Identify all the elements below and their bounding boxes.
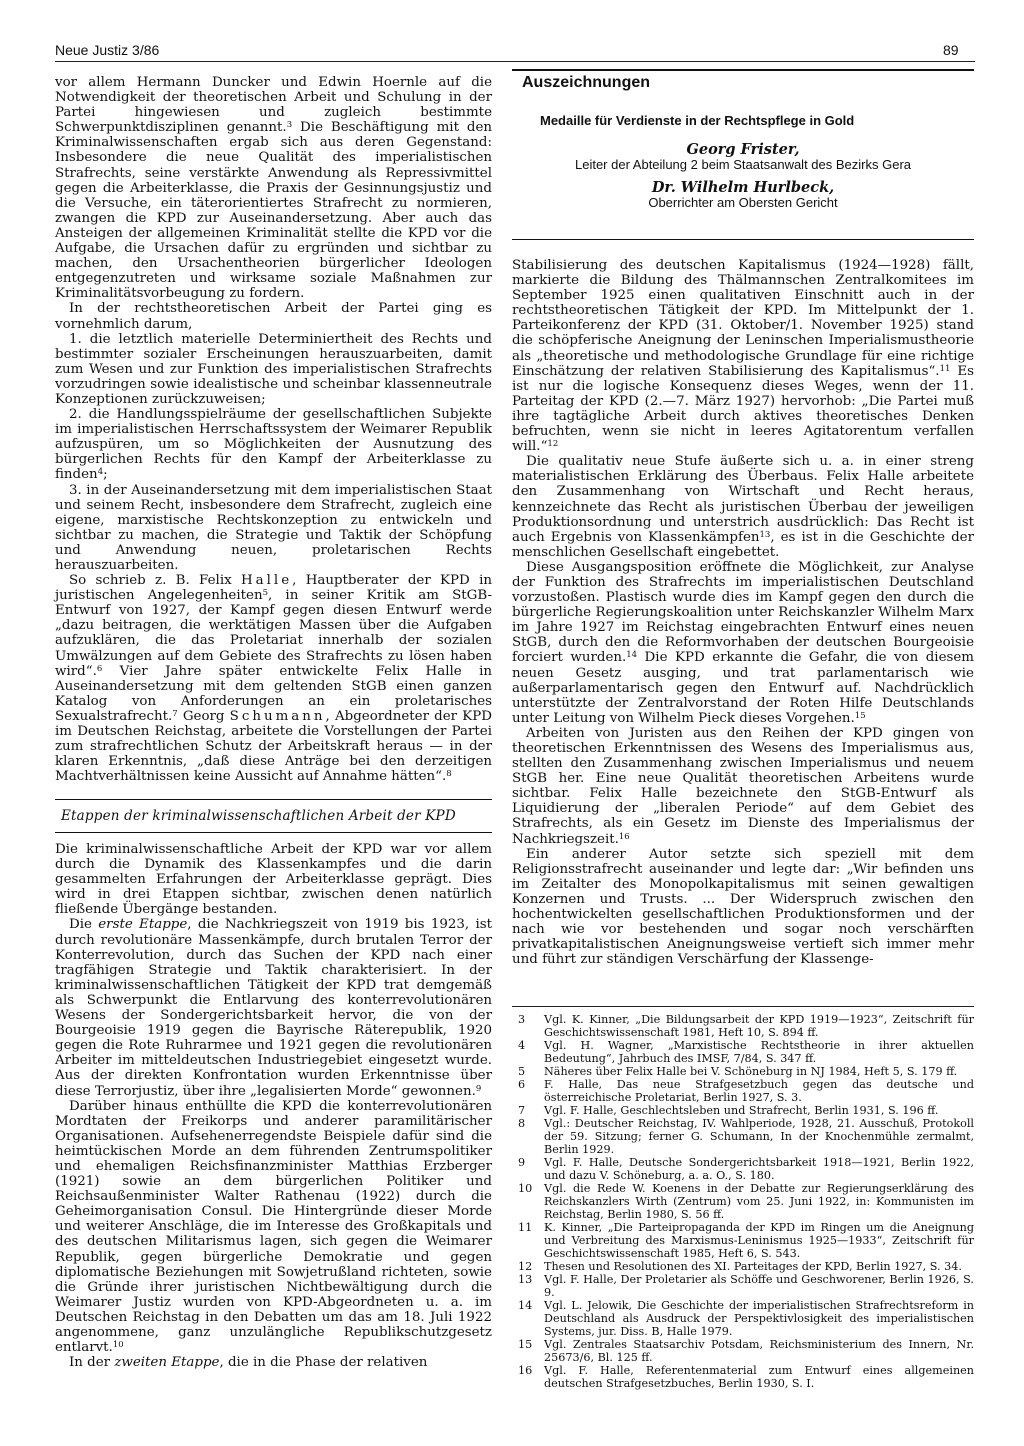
footnote <box>512 1260 974 1273</box>
paragraph: Diese Ausgangsposition eröffnete die Möglichkeit, zur Analyse der Funktion des Strafrechts im imperialistischen Deutschland vorzustoßen. Plastisch wurde dies im Kampf gegen den durch die bürgerliche Regierungskoalition unter Reichskanzler Wilhelm Marx im Jahre 1927 im Reichstag eingebrachten Entwurf eines neuen StGB, durch den die Reformvorhaben der deutschen Bourgeoisie forciert wurden.$^{14}$ Die KPD erkannte die Gefahr, die von diesem neuen Gesetz ausging, und trat parlamentarisch wie außerparlamentarisch gegen den Entwurf auf. Nachdrücklich unterstützte der Zentralvorstand der Roten Hilfe Deutschlands unter Leitung von Wilhelm Pieck dieses Vorgehen.$^{15}$ <box>512 559 974 726</box>
footnote-text: Näheres über Felix Halle bei V. Schöneburg in NJ 1984, Heft 5, S. 179 ff. <box>544 1065 958 1078</box>
footnote-number: 16 <box>518 1364 533 1377</box>
footnote-text: Vgl. F. Halle, Referentenmaterial zum Entwurf eines allgemeinen deutschen Strafgesetzbuches, Berlin 1930, S. I. <box>544 1364 974 1390</box>
paragraph: vor allem Hermann Duncker und Edwin Hoernle auf die Notwendigkeit der theoretischen Arbeit und Schulung in der Partei hingewiesen und zugleich bestimmte Schwerpunktdisziplinen genannt.$^3$ Die Beschäftigung mit den Kriminalwissenschaften ergab sich aus deren Gegenstand: Insbesondere die neue Qualität des imperialistischen Strafrechts, seine verstärkte Anwendung als Repressivmittel gegen die Arbeiterklasse, die Praxis der Gesinnungsjustiz und die Versuche, ein täterorientiertes Strafrecht zu normieren, zwangen die KPD zur Auseinandersetzung. Aber auch das Ansteigen der allgemeinen Kriminalität stellte die KPD vor die Aufgabe, die Ursachen dafür zu ergründen und sichtbar zu machen, den Ursachentheorien bürgerlicher Ideologen entgegenzutreten und wirksame soziale Maßnahmen zur Kriminalitätsvorbeugung zu fordern. <box>55 75 492 302</box>
footnote <box>512 1039 974 1065</box>
paragraph: In der zweiten Etappe, die in die Phase der relativen <box>69 1355 428 1371</box>
footnote <box>512 1013 974 1039</box>
footnote <box>512 1273 974 1299</box>
page-number: 89 <box>943 42 959 58</box>
footnote <box>512 1078 974 1104</box>
footnotes <box>512 1013 974 1390</box>
footnote <box>512 1338 974 1364</box>
footnote <box>512 1182 974 1221</box>
paragraph: So schrieb z. B. Felix Halle, Hauptberater der KPD in juristischen Angelegenheiten$^5$, in seiner Kritik am StGB-Entwurf von 1927, der Kampf gegen diesen Entwurf werde „dazu beitragen, die werktätigen Massen über die Aufgaben aufzuklären, die das Proletariat innerhalb der sozialen Umwälzungen auf dem Gebiete des Strafrechts zu lösen haben wird“.$^6$ Vier Jahre später entwickelte Felix Halle in Auseinandersetzung mit dem geltenden StGB einen ganzen Katalog von Anforderungen an ein proletarisches Sexualstrafrecht.$^7$ Georg Schumann, Abgeordneter der KPD im Deutschen Reichstag, arbeitete die Vorstellungen der Partei zum strafrechtlichen Schutz der Arbeitskraft heraus — in der klaren Erkenntnis, „daß diese Anträge bei den derzeitigen Machtverhältnissen keine Aussicht auf Annahme hätten“.$^8$ <box>55 573 492 785</box>
paragraph: 2. die Handlungsspielräume der gesellschaftlichen Subjekte im imperialistischen Herrschaftssystem der Weimarer Republik aufzuspüren, um so Möglichkeiten der Ausnutzung des bürgerlichen Rechts für den Kampf der Arbeiterklasse zu finden$^4$; <box>55 407 492 483</box>
footnote-text: Vgl. F. Halle, Der Proletarier als Schöffe und Geschworener, Berlin 1926, S. 9. <box>544 1273 974 1299</box>
footnote <box>512 1221 974 1260</box>
recipient-position: Leiter der Abteilung 2 beim Staatsanwalt des Bezirks Gera <box>574 157 911 172</box>
footnote-text: Vgl. L. Jelowik, Die Geschichte der imperialistischen Strafrechtsreform in Deutschland als Ausdruck der Perspektivlosigkeit des imperialistischen Systems, jur. Diss. B, Halle 1979. <box>544 1299 974 1338</box>
footnote <box>512 1156 974 1182</box>
running-header-journal: Neue Justiz 3/86 <box>55 42 160 58</box>
recipient-name: Georg Frister, <box>686 141 800 158</box>
paragraph: Die erste Etappe, die Nachkriegszeit von 1919 bis 1923, ist durch revolutionäre Massenkämpfe, durch brutalen Terror der Konterrevolution, durch das Suchen der KPD nach einer tragfähigen Strategie und Taktik charakterisiert. In der kriminalwissenschaftlichen Tätigkeit der KPD trat demgemäß als Schwerpunkt die Entlarvung des konterrevolutionären Wesens der Sondergerichtsbarkeit hervor, die von der Bourgeoisie 1919 gegen die Bayrische Räterepublik, 1920 gegen die Rote Ruhrarmee und 1921 gegen die revolutionären Arbeiter im mitteldeutschen Industriegebiet eingesetzt wurde. Aus der direkten Konfrontation wurden Erkenntnisse über diese Terrorjustiz, über ihre „legalisierten Morde“ gewonnen.$^9$ <box>55 917 493 1099</box>
footnote-number: 4 <box>518 1039 526 1052</box>
recipient-position: Oberrichter am Obersten Gericht <box>648 195 838 210</box>
paragraph: In der rechtstheoretischen Arbeit der Partei ging es vornehmlich darum, <box>55 301 492 332</box>
footnote-number: 10 <box>518 1182 533 1195</box>
paragraph: Darüber hinaus enthüllte die KPD die konterrevolutionären Mordtaten der Freikorps und anderer paramilitärischer Organisationen. Aufsehenerregendste Beispiele dafür sind die heimtückischen Morde an dem führenden Zentrumspolitiker und ehemaligen Reichsfinanzminister Matthias Erzberger (1921) sowie an dem bürgerlichen Politiker und Reichsaußenminister Walter Rathenau (1922) durch die Geheimorganisation Consul. Die Hintergründe dieser Morde und weiterer Anschläge, die im Interesse des Großkapitals und des deutschen Militarismus lagen, sich gegen die Weimarer Republik, gegen bürgerliche Demokratie und gegen diplomatische Beziehungen mit Sowjetrußland richteten, sowie die Gründe ihrer juristischen Nichtbewältigung durch die Weimarer Justiz wurden von KPD-Abgeordneten u. a. im Deutschen Reichstag in den Debatten um das am 18. Juli 1922 angenommene, ganz unzulängliche Republikschutzgesetz entlarvt.$^{10}$ <box>55 1098 492 1356</box>
footnote-number: 15 <box>518 1338 533 1351</box>
footnote-number: 8 <box>518 1117 526 1130</box>
footnote-number: 14 <box>518 1299 533 1312</box>
paragraph: Ein anderer Autor setzte sich speziell mit dem Religionsstrafrecht auseinander und legte dar: „Wir befinden uns im Zeitalter des Monopolkapitalismus mit seinen gewaltigen Konzernen und Trusts. ... Der Widerspruch zwischen den hochentwickelten gesellschaftlichen Produktionsformen und der nach wie vor bestehenden und sogar noch verschärften privatkapitalistischen Aneignungsweise vertieft sich immer mehr und führt zur ständigen Verschärfung der Klassenge- <box>512 846 974 968</box>
footnote-number: 13 <box>518 1273 533 1286</box>
footnote-text: Vgl. F. Halle, Deutsche Sondergerichtsbarkeit 1918—1921, Berlin 1922, und dazu V. Schöneburg, a. a. O., S. 180. <box>544 1156 974 1182</box>
section-heading-box <box>55 799 492 833</box>
footnote-text: Vgl. H. Wagner, „Marxistische Rechtstheorie in ihrer aktuellen Bedeutung“, Jahrbuch des IMSF, 7/84, S. 347 ff. <box>544 1039 974 1065</box>
footnote-number: 12 <box>518 1260 533 1273</box>
footnote-rule <box>512 1006 974 1007</box>
section-heading: Etappen der kriminalwissenschaftlichen Arbeit der KPD <box>61 808 456 824</box>
footnote-text: Vgl. K. Kinner, „Die Bildungsarbeit der KPD 1919—1923“, Zeitschrift für Geschichtswissenschaft 1981, Heft 10, S. 894 ff. <box>544 1013 974 1039</box>
footnote-number: 3 <box>518 1013 526 1026</box>
awards-box <box>512 69 974 240</box>
footnote-number: 9 <box>518 1156 526 1169</box>
footnote <box>512 1065 974 1078</box>
footnote <box>512 1299 974 1338</box>
footnote-number: 7 <box>518 1104 526 1117</box>
paragraph: Stabilisierung des deutschen Kapitalismus (1924—1928) fällt, markierte die Bildung des Thälmannschen Zentralkomitees im September 1925 einen qualitativen Einschnitt auch in der rechtstheoretischen Tätigkeit der KPD. Im Mittelpunkt der 1. Parteikonferenz der KPD (31. Oktober/1. November 1925) stand die schöpferische Aneignung der Leninschen Imperialismustheorie als „theoretische und methodologische Grundlage für eine richtige Einschätzung der relativen Stabilisierung des Kapitalismus“.$^{11}$ Es ist nur die logische Konsequenz dieses Weges, wenn der 11. Parteitag der KPD (2.—7. März 1927) hervorhob: „Die Partei muß ihre tagtägliche Arbeit durch aktives theoretisches Denken befruchten, wenn sie nicht in leeres Agitatorentum verfallen will.“$^{12}$ <box>512 258 974 455</box>
footnote-text: Vgl. die Rede W. Koenens in der Debatte zur Regierungserklärung des Reichskanzlers Wirth (Zentrum) vom 25. Juni 1922, in: Kommunisten im Reichstag, Berlin 1980, S. 56 ff. <box>544 1182 974 1221</box>
footnote-text: Thesen und Resolutionen des XI. Parteitages der KPD, Berlin 1927, S. 34. <box>544 1260 962 1273</box>
footnote-text: K. Kinner, „Die Parteipropaganda der KPD im Ringen um die Aneignung und Verbreitung des Marxismus-Leninismus 1925—1933“, Zeitschrift für Geschichtswissenschaft 1985, Heft 6, S. 543. <box>544 1221 974 1260</box>
footnote-text: Vgl. Zentrales Staatsarchiv Potsdam, Reichsministerium des Innern, Nr. 25673/6, Bl. 125 ff. <box>544 1338 974 1364</box>
recipient-name: Dr. Wilhelm Hurlbeck, <box>651 179 835 196</box>
footnote-number: 5 <box>518 1065 526 1078</box>
medal-title: Medaille für Verdienste in der Rechtspflege in Gold <box>540 113 855 128</box>
footnote-number: 11 <box>518 1221 533 1234</box>
left-column-text <box>55 75 492 784</box>
footnote <box>512 1104 974 1117</box>
left-column-section-text <box>55 842 492 1370</box>
right-column-text <box>512 258 974 967</box>
paragraph: 1. die letztlich materielle Determiniertheit des Rechts und bestimmter sozialer Erscheinungen herauszuarbeiten, damit zum Wesen und zur Funktion des imperialistischen Strafrechts vorzudringen sowie idealistische und scheinbar klassenneutrale Konzeptionen zurückzuweisen; <box>55 331 492 407</box>
paragraph: 3. in der Auseinandersetzung mit dem imperialistischen Staat und seinem Recht, insbesondere dem Strafrecht, zugleich eine eigene, marxistische Rechtskonzeption zu entwickeln und sichtbar zu machen, die Strategie und Taktik der Schöpfung und Anwendung neuen, proletarischen Rechts herauszuarbeiten. <box>55 482 492 573</box>
paragraph: Arbeiten von Juristen aus den Reihen der KPD gingen von theoretischen Erkenntnissen des Wesens des Imperialismus aus, stellten den Zusammenhang zwischen Imperialismus und neuem StGB her. Eine neue Qualität theoretischen Arbeitens wurde sichtbar. Felix Halle bezeichnete den StGB-Entwurf als Liquidierung der „liberalen Periode“ auf dem Gebiet des Strafrechts, als ein Gesetz im Dienste des Imperialismus der Nachkriegszeit.$^{16}$ <box>512 725 974 847</box>
footnote-number: 6 <box>518 1078 526 1091</box>
paragraph: Die qualitativ neue Stufe äußerte sich u. a. in einer streng materialistischen Erklärung des Überbaus. Felix Halle arbeitete den Zusammenhang von Wirtschaft und Recht heraus, kennzeichnete das Recht als juristischen Überbau der jeweiligen Produktionsordnung und unterstrich ausdrücklich: Das Recht ist auch Ergebnis von Klassenkämpfen$^{13}$, es ist in die Geschichte der menschlichen Gesellschaft eingebettet. <box>512 454 974 560</box>
footnote <box>512 1364 974 1390</box>
footnote-text: Vgl.: Deutscher Reichstag, IV. Wahlperiode, 1928, 21. Ausschuß, Protokoll der 59. Sitzung; ferner G. Schumann, In der Knochenmühle zermalmt, Berlin 1929. <box>544 1117 974 1156</box>
footnote <box>512 1117 974 1156</box>
footnote-text: Vgl. F. Halle, Geschlechtsleben und Strafrecht, Berlin 1931, S. 196 ff. <box>544 1104 939 1117</box>
awards-heading: Auszeichnungen <box>522 74 651 91</box>
footnote-text: F. Halle, Das neue Strafgesetzbuch gegen das deutsche und österreichische Proletariat, Berlin 1927, S. 3. <box>544 1078 974 1104</box>
header-rule <box>55 61 975 62</box>
paragraph: Die kriminalwissenschaftliche Arbeit der KPD war vor allem durch die Dynamik des Klassenkampfes und die darin gesammelten Erfahrungen der Arbeiterklasse geprägt. Dies wird in drei Etappen sichtbar, zwischen denen natürlich fließende Übergänge bestanden. <box>55 842 492 918</box>
